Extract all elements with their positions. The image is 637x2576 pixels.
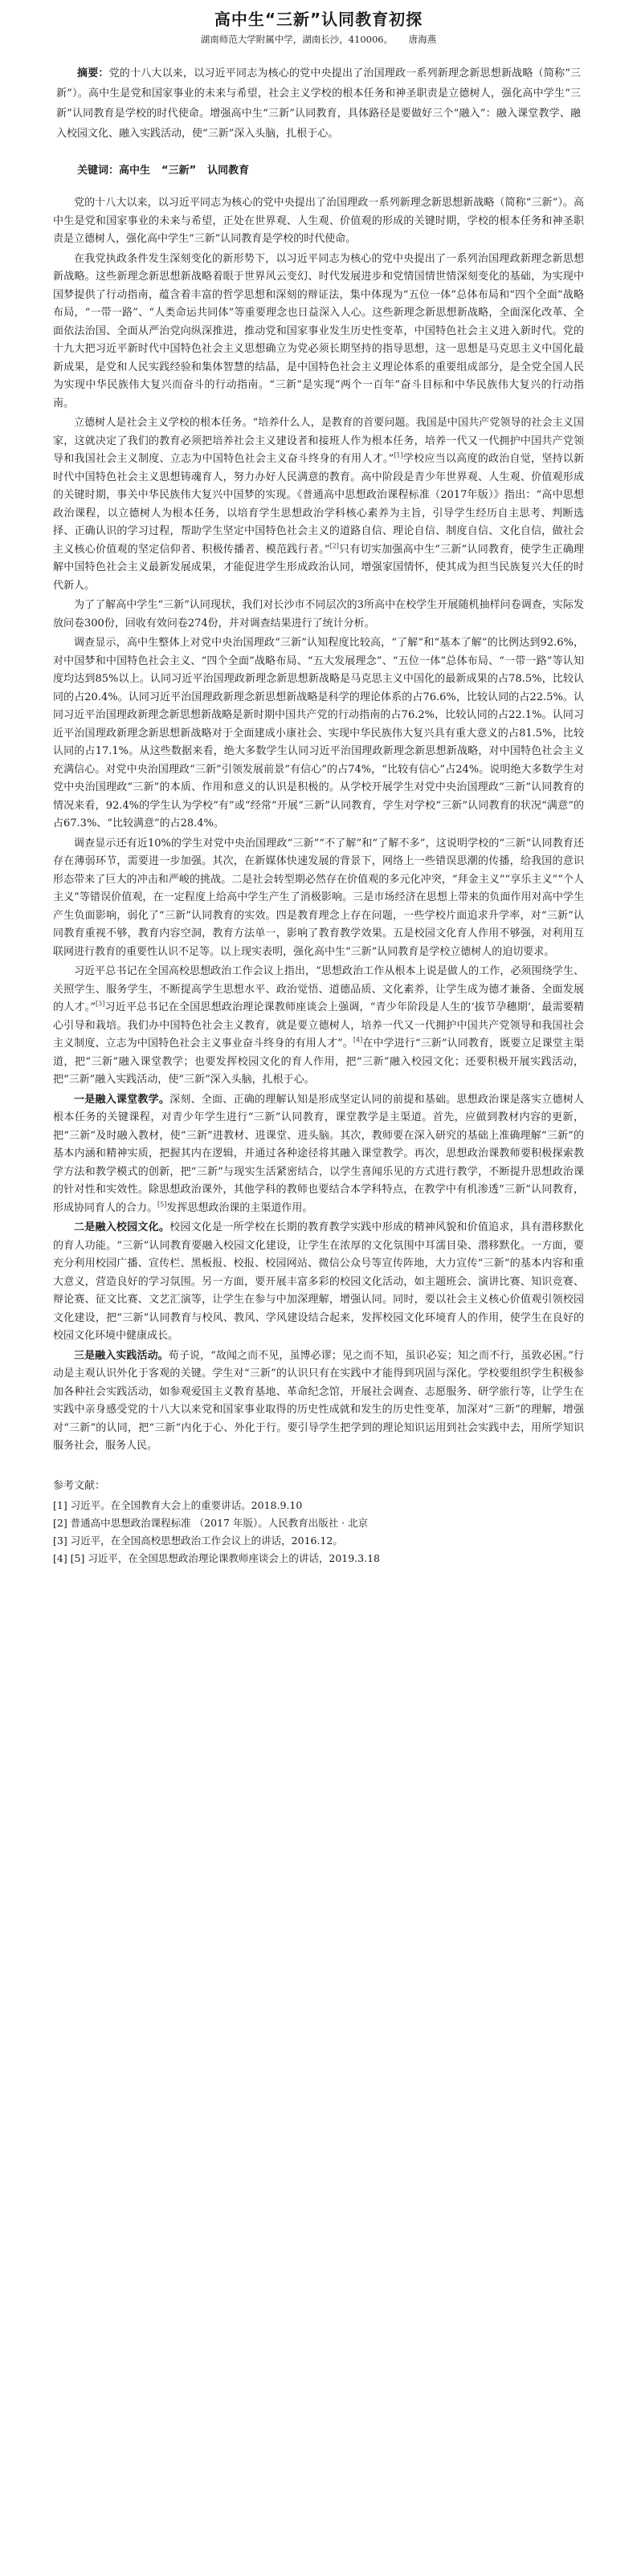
reference-item: [2] 普通高中思想政治课程标准 （2017 年版）。人民教育出版社 · 北京 <box>53 1516 369 1529</box>
paragraph-text: 深刻、全面、正确的理解认知是形成坚定认同的前提和基础。思想政治课是落实立德树人根本任务的关键课程，对青少年学生进行“三新”认同教育，课堂教学是主渠道。首先，应做到教材内容的更新，把“三新”及时融入教材，使“三新”进教材、进课堂、进头脑。其次，教师要在深入研究的基础上准确理解“三新”的基本内涵和精神实质，把握其内在逻辑，并通过各种途径将其融入课堂教学。再次，思想政治课教师要积极探索教学方法和教学模式的创新，把“三新”与现实生活紧密结合，以学生喜闻乐见的方式进行教学，不断提升思想政治课的针对性和实效性。除思想政治课外，其他学科的教师也要结合本学科特点，在教学中有机渗透“三新”认同教育，形成协同育人的合力。 <box>53 1093 584 1214</box>
reference-item: [3] 习近平，在全国高校思想政治工作会议上的讲话，2016.12。 <box>53 1534 343 1547</box>
paragraph-text: 荀子说，“故闻之而不见，虽博必谬；见之而不知，虽识必妄；知之而不行，虽敦必困。”行动是主观认识外化于客观的关键。学生对“三新”的认识只有在实践中才能得到巩固与深化。学校要组织学生积极参加各种社会实践活动，如参观爱国主义教育基地、革命纪念馆，开展社会调查、志愿服务、研学旅行等，让学生在实践中亲身感受党的十八大以来党和国家事业取得的历史性成就和发生的历史性变革，加深对“三新”的理解，增强对“三新”的认同，把“三新”内化于心、外化于行。要引导学生把学到的理论知识运用到社会实践中去，用所学知识服务社会，服务人民。 <box>53 1349 584 1452</box>
paragraph-text: 党的十八大以来，以习近平同志为核心的党中央提出了治国理政一系列新理念新思想新战略（简称“三新”）。高中生是党和国家事业的未来与希望，正处在世界观、人生观、价值观的形成的关键时期，学校的根本任务和神圣职责是立德树人，强化高中学生“三新”认同教育是学校的时代使命。 <box>53 197 584 245</box>
affiliation-school: 湖南师范大学附属中学，湖南长沙，410006。 <box>200 34 394 45</box>
body-paragraph <box>53 194 584 249</box>
body-paragraph <box>53 1219 584 1346</box>
author-affiliation <box>48 33 589 46</box>
section-lead: 一是融入课堂教学。 <box>74 1093 170 1106</box>
citation-marker: [3] <box>95 1000 105 1008</box>
keywords-label: 关键词： <box>77 165 120 177</box>
author-name: 唐海燕 <box>408 34 437 45</box>
body-paragraph <box>53 414 584 595</box>
paragraph-text: 在中学进行“三新”认同教育，既要立足课堂主渠道，把“三新”融入课堂教学；也要发挥校园文化的育人作用，把“三新”融入校园文化；还要积极开展实践活动，把“三新”融入实践活动，使“三新”深入头脑，扎根于心。 <box>53 1037 584 1086</box>
paragraph-text: 在我党执政条件发生深刻变化的新形势下，以习近平同志为核心的党中央提出了一系列治国理政新理念新思想新战略。这些新理念新思想新战略着眼于世界风云变幻、时代发展进步和党情国情世情深刻变化的基础，为实现中国梦提供了行动指南，蕴含着丰富的哲学思想和深刻的辩证法，集中体现为“五位一体”总体布局和“四个全面”战略布局，“一带一路”、“人类命运共同体”等重要理念也日益深入人心。这些新理念新思想新战略，全面深化改革、全面依法治国、全面从严治党向纵深推进，推动党和国家事业发生历史性变革，中国特色社会主义进入新时代。党的十九大把习近平新时代中国特色社会主义思想确立为党必须长期坚持的指导思想，这一思想是马克思主义中国化最新成果，是党和人民实践经验和集体智慧的结晶，是中国特色社会主义理论体系的重要组成部分，是全党全国人民为实现中华民族伟大复兴而奋斗的行动指南。“三新”是实现“两个一百年”奋斗目标和中华民族伟大复兴的行动指南。 <box>53 252 584 410</box>
body-paragraph <box>53 251 584 414</box>
reference-item: [4] [5] 习近平，在全国思想政治理论课教师座谈会上的讲话，2019.3.18 <box>53 1551 380 1564</box>
citation-marker: [5] <box>157 1200 167 1209</box>
abstract-text: 党的十八大以来，以习近平同志为核心的党中央提出了治国理政一系列新理念新思想新战略（简称“三新”）。高中生是党和国家事业的未来与希望，社会主义学校的根本任务和神圣职责是立德树人，强化高中学生“三新”认同教育是学校的时代使命。增强高中生“三新”认同教育，具体路径是要做好三个“融入”：融入课堂教学、融入校园文化、融入实践活动，使“三新”深入头脑，扎根于心。 <box>56 67 581 140</box>
citation-marker: [4] <box>353 1036 363 1044</box>
article-title: 高中生“三新”认同教育初探 <box>214 10 423 29</box>
references-heading: 参考文献： <box>53 1479 106 1492</box>
reference-list <box>53 1497 584 1567</box>
citation-marker: [2] <box>329 542 339 550</box>
references <box>53 1477 584 1567</box>
keywords <box>56 161 589 177</box>
paragraph-text: 为了了解高中学生“三新”认同现状，我们对长沙市不同层次的3所高中在校学生开展随机抽样问卷调查，实际发放问卷300份，回收有效问卷274份，并对调查结果进行了统计分析。 <box>53 599 584 630</box>
keyword: “三新” <box>161 165 197 177</box>
body-paragraph <box>53 1091 584 1218</box>
paragraph-text: 校园文化是一所学校在长期的教育教学实践中形成的精神风貌和价值追求，具有潜移默化的育人功能。“三新”认同教育要融入校园文化建设，让学生在浓厚的文化氛围中耳濡目染、潜移默化。一方面，要充分利用校园广播、宣传栏、黑板报、校报、校园网站、微信公众号等宣传阵地，大力宣传“三新”的基本内容和重大意义，营造良好的学习氛围。另一方面，要开展丰富多彩的校园文化活动，如主题班会、演讲比赛、知识竞赛、辩论赛、征文比赛、文艺汇演等，让学生在参与中加深理解，增强认同。同时，要以社会主义核心价值观引领校园文化建设，把“三新”认同教育与校风、教风、学风建设结合起来，发挥校园文化环境育人的作用，使学生在良好的校园文化环境中健康成长。 <box>53 1221 584 1342</box>
body-paragraph <box>53 597 584 633</box>
citation-marker: [1] <box>394 451 403 459</box>
paragraph-text: 学校应当以高度的政治自觉，坚持以新时代中国特色社会主义思想铸魂育人，努力办好人民满意的教育。高中阶段是青少年世界观、人生观、价值观形成的关键时期，事关中华民族伟大复兴中国梦的实现。《普通高中思想政治课程标准（2017年版）》指出：“高中思想政治课程，以立德树人为根本任务，以培育学生思想政治学科核心素养为主旨，引导学生经历自主思考、判断选择、正确认识的学习过程，帮助学生坚定中国特色社会主义的道路自信、理论自信、制度自信、文化自信，做社会主义核心价值观的坚定信仰者、积极传播者、模范践行者。” <box>53 453 584 556</box>
body-paragraph <box>53 1347 584 1456</box>
reference-item: [1] 习近平。在全国教育大会上的重要讲话。2018.9.10 <box>53 1498 303 1511</box>
paragraph-text: 只有切实加强高中生“三新”认同教育，使学生正确理解中国特色社会主义最新发展成果，才能促进学生形成政治认同，增强家国情怀，使其成为担当民族复兴大任的时代新人。 <box>53 543 584 592</box>
keyword: 认同教育 <box>207 165 250 177</box>
paragraph-text: 调查显示，高中生整体上对党中央治国理政“三新”认知程度比较高，“了解”和“基本了解”的比例达到92.6%，对中国梦和中国特色社会主义、“四个全面”战略布局、“五大发展理念”、“五位一体”总体布局、“一带一路”等认知度均达到85%以上。认同习近平治国理政新理念新思想新战略是马克思主义中国化的最新成果的占78.5%，比较认同的占20.4%。认同习近平治国理政新理念新思想新战略是科学的理论体系的占76.6%，比较认同的占22.5%。认同习近平治国理政新理念新思想新战略是新时期中国共产党的行动指南的占76.2%，比较认同的占22.1%。认同习近平治国理政新理念新思想新战略对于全面建成小康社会、实现中华民族伟大复兴具有重大意义的占81.5%，比较认同的占17.1%。从这些数据来看，绝大多数学生认同习近平治国理政新理念新思想新战略，对中国特色社会主义充满信心。对党中央治国理政“三新”引领发展前景“有信心”的占74%，“比较有信心”占24%。说明绝大多数学生对党中央治国理政“三新”的本质、作用和意义的认识是积极的。从学校开展学生对党中央治国理政“三新”认同教育的情况来看，92.4%的学生认为学校“有”或“经常”开展“三新”认同教育，学生对学校“三新”认同教育的状况“满意”的占67.3%、“比较满意”的占28.4%。 <box>53 637 584 829</box>
paragraph-text: 立德树人是社会主义学校的根本任务。“培养什么人，是教育的首要问题。我国是中国共产党领导的社会主义国家，这就决定了我们的教育必须把培养社会主义建设者和接班人作为根本任务，培养一代又一代拥护中国共产党领导和我国社会主义制度、立志为中国特色社会主义奋斗终身的有用人才。” <box>53 417 584 465</box>
abstract-label: 摘要： <box>77 67 109 79</box>
article-body <box>48 194 589 1456</box>
paragraph-text: 调查显示还有近10%的学生对党中央治国理政“三新”“不了解”和“了解不多”，这说明学校的“三新”认同教育还存在薄弱环节，需要进一步加强。其次，在新媒体快速发展的背景下，网络上一些错误思潮的传播，给我国的意识形态带来了巨大的冲击和严峻的挑战。二是社会转型期必然存在价值观的多元化冲突，“拜金主义”“享乐主义”“个人主义”等错误价值观，在一定程度上给高中学生产生了消极影响。三是市场经济在思想上带来的负面作用对高中学生产生负面影响，弱化了“三新”认同教育的实效。四是教育理念上存在问题，一些学校片面追求升学率，对“三新”认同教育重视不够，教育内容空洞，教育方法单一，影响了教育教学效果。五是校园文化育人作用不够强，对利用互联网进行教育的重要性认识不足等。以上现实表明，强化高中生“三新”认同教育是学校立德树人的迫切要求。 <box>53 837 584 958</box>
body-paragraph <box>53 963 584 1090</box>
paragraph-text: 发挥思想政治课的主渠道作用。 <box>166 1201 313 1214</box>
keyword: 高中生 <box>119 165 151 177</box>
body-paragraph <box>53 835 584 962</box>
section-lead: 二是融入校园文化。 <box>74 1221 170 1233</box>
body-paragraph <box>53 634 584 834</box>
abstract <box>56 63 581 144</box>
paragraph-text: 习近平总书记在全国高校思想政治工作会议上指出，“思想政治工作从根本上说是做人的工作，必须围绕学生、关照学生、服务学生，不断提高学生思想水平、政治觉悟、道德品质、文化素养，让学生成为德才兼备、全面发展的人才。” <box>53 965 584 1013</box>
paragraph-text: 习近平总书记在全国思想政治理论课教师座谈会上强调，“青少年阶段是人生的‘拔节孕穗期’，最需要精心引导和栽培。我们办中国特色社会主义教育，就是要立德树人，培养一代又一代拥护中国共产党领导和我国社会主义制度、立志为中国特色社会主义事业奋斗终身的有用人才”。 <box>53 1001 584 1050</box>
section-lead: 三是融入实践活动。 <box>74 1349 169 1362</box>
